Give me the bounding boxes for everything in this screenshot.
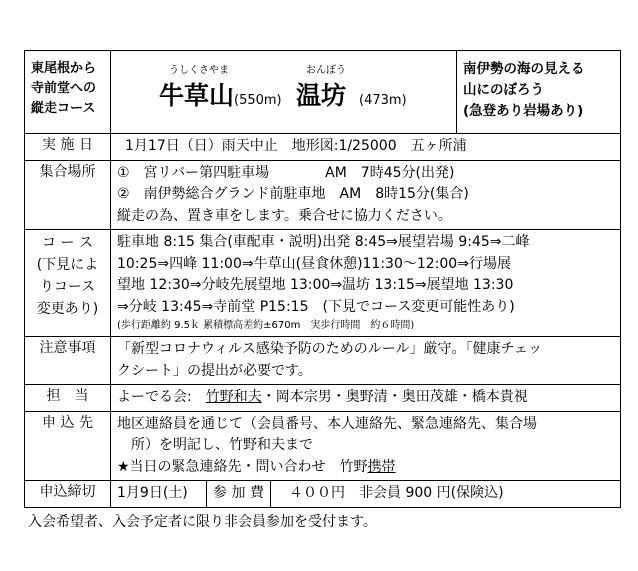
apply-line-2: 所）を明記し、竹野和夫まで <box>117 437 313 453</box>
emergency-contact <box>117 457 614 479</box>
mountain2-ruby: おんぼう <box>306 65 346 76</box>
tagline-line-3: (急登あり岩場あり) <box>463 103 584 119</box>
course-label-line-4: 変更あり) <box>36 301 99 317</box>
date-value: 1月17日（日）雨天中止 地形図:1/25000 五ヶ所浦 <box>111 134 621 161</box>
mountain2-height: (473m) <box>359 93 407 108</box>
course-row <box>25 230 621 337</box>
event-table <box>24 50 621 508</box>
mountain1-height: (550m) <box>234 93 282 108</box>
caution-content <box>111 337 621 385</box>
staff-content <box>111 385 621 412</box>
event-document <box>24 50 620 532</box>
emergency-mobile: 携帯 <box>367 458 396 475</box>
deadline-value: 1月9日(土) <box>111 481 207 508</box>
apply-label: 申 込 先 <box>25 411 111 481</box>
staff-row <box>25 385 621 412</box>
caution-label: 注意事項 <box>25 337 111 385</box>
course-line-3: 望地 12:30⇒分岐先展望地 13:00⇒温坊 13:15⇒展望地 13:30 <box>117 277 514 293</box>
staff-members: ・岡本宗男・奥野清・奥田茂雄・橋本貴視 <box>261 389 528 405</box>
meeting-content <box>111 160 621 230</box>
meeting-line-2: ② 南伊勢総合グランド前駐車地 AM 8時15分(集合) <box>117 186 469 202</box>
date-label: 実 施 日 <box>25 134 111 161</box>
staff-label: 担 当 <box>25 385 111 412</box>
course-line-4: ⇒分岐 13:45⇒寺前堂 P15:15 (下見でコース変更可能性あり) <box>117 298 515 315</box>
course-type-cell <box>25 51 111 134</box>
apply-row <box>25 411 621 481</box>
course-label-line-1: コ ー ス <box>42 235 93 251</box>
course-label <box>25 230 111 337</box>
course-line-1: 駐車地 8:15 集合(車配車・説明)出発 8:45⇒展望岩場 9:45⇒二峰 <box>117 234 530 250</box>
caution-line-2: クシート」の提出が必要です。 <box>117 362 312 379</box>
mountain1-name: 牛草山 <box>159 81 235 110</box>
mountain2-name: 温坊 <box>296 81 347 110</box>
tagline-line-1: 南伊勢の海の見える <box>463 61 585 77</box>
meeting-line-3: 縦走の為、置き車をします。乗合せに協力ください。 <box>117 207 452 224</box>
caution-row <box>25 337 621 385</box>
emergency-prefix: ★当日の緊急連絡先・問い合わせ 竹野 <box>117 458 368 475</box>
tagline-line-2: 山にのぼろう <box>463 82 545 98</box>
course-content <box>111 230 621 337</box>
course-line-2: 10:25⇒四峰 11:00⇒牛草山(昼食休憩)11:30～12:00⇒行場展 <box>117 255 511 272</box>
tagline-cell <box>457 51 621 134</box>
deadline-label: 申込締切 <box>25 481 111 508</box>
course-type-line-2: 寺前堂への <box>31 81 97 96</box>
course-type-line-3: 縦走コース <box>31 101 96 116</box>
staff-leader: 竹野和夫 <box>205 389 262 405</box>
meeting-line-1: ① 宮リバー第四駐車場 AM 7時45分(出発) <box>117 164 455 181</box>
course-label-line-3: りコース <box>39 279 96 295</box>
fee-value: ４００円 非会員 900 円(保険込) <box>271 481 621 508</box>
meeting-row <box>25 160 621 230</box>
apply-line-1: 地区連絡員を通じて（会員番号、本人連絡先、緊急連絡先、集合場 <box>117 415 537 432</box>
staff-prefix: よーでる会: <box>117 389 206 405</box>
header-row <box>25 51 621 134</box>
date-row <box>25 134 621 161</box>
deadline-row <box>25 481 621 508</box>
caution-line-1: 「新型コロナウィルス感染予防のためのルール」厳守。「健康チェッ <box>117 341 543 357</box>
course-note: (歩行距離約 9.5ｋ 累積標高差約±670m 実歩行時間 約６時間) <box>117 320 415 331</box>
course-type-line-1: 東尾根から <box>31 61 97 76</box>
apply-content <box>111 411 621 481</box>
course-label-line-2: (下見によ <box>36 257 99 273</box>
title-cell <box>111 51 457 134</box>
fee-label: 参 加 費 <box>207 481 271 508</box>
meeting-label: 集合場所 <box>25 160 111 230</box>
mountain1-ruby: うしくさやま <box>169 65 229 76</box>
footer-note: 入会希望者、入会予定者に限り非会員参加を受付ます。 <box>28 513 377 530</box>
